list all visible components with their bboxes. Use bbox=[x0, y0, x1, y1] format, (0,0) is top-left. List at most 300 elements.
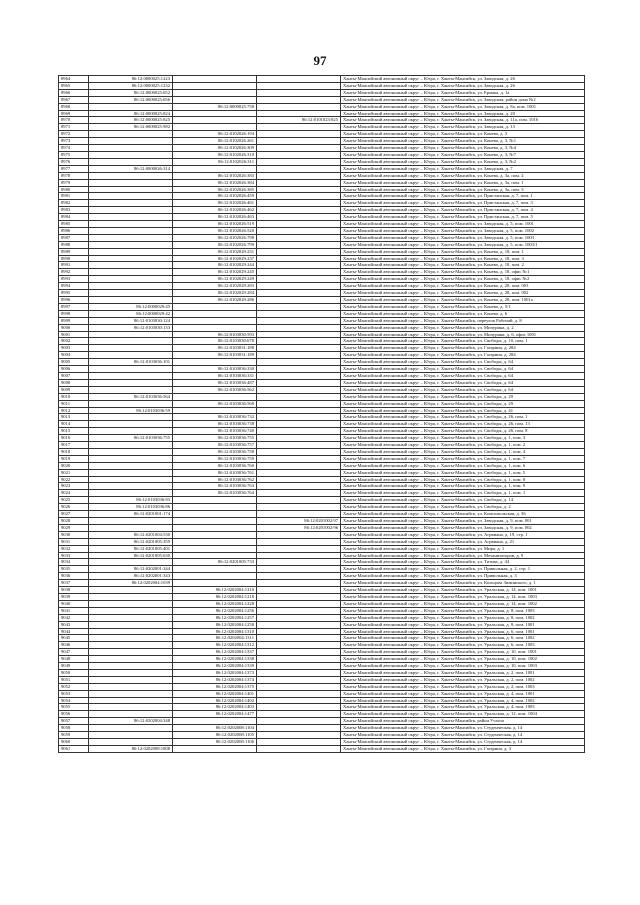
cadastral-number-3-cell bbox=[257, 221, 341, 228]
address-cell: Ханты-Мансийский автономный округ – Югра, г. Ханты-Мансийск, ул. Заводская, д. 5, пом. 1003 bbox=[341, 234, 585, 241]
row-number-cell: 8985 bbox=[59, 221, 89, 228]
cadastral-number-3-cell bbox=[257, 200, 341, 207]
row-number-cell: 9037 bbox=[59, 580, 89, 587]
cadastral-number-cell bbox=[89, 656, 173, 663]
cadastral-number-3-cell bbox=[257, 462, 341, 469]
row-number-cell: 9055 bbox=[59, 704, 89, 711]
row-number-cell: 8995 bbox=[59, 290, 89, 297]
cadastral-number-3-cell bbox=[257, 145, 341, 152]
row-number-cell: 9003 bbox=[59, 345, 89, 352]
cadastral-number-2-cell bbox=[173, 538, 257, 545]
cadastral-number-2-cell: 86:12:0202004:1256 bbox=[173, 607, 257, 614]
cadastral-number-cell bbox=[89, 145, 173, 152]
row-number-cell: 9010 bbox=[59, 393, 89, 400]
row-number-cell: 8972 bbox=[59, 131, 89, 138]
cadastral-number-2-cell: 86:12:0202004:1218 bbox=[173, 593, 257, 600]
address-cell: Ханты-Мансийский автономный округ – Югра, г. Ханты-Мансийск, ул. Ермака, д. 1а bbox=[341, 89, 585, 96]
cadastral-number-2-cell: 86:12:0102026:459 bbox=[173, 193, 257, 200]
cadastral-number-2-cell: 86:12:0202008:1104 bbox=[173, 725, 257, 732]
table-row bbox=[59, 89, 585, 96]
cadastral-number-2-cell: 86:12:0103036:487 bbox=[173, 379, 257, 386]
row-number-cell: 9050 bbox=[59, 669, 89, 676]
cadastral-number-cell bbox=[89, 207, 173, 214]
address-cell: Ханты-Мансийский автономный округ – Югра, г. Ханты-Мансийск, ул. Мира, д. 1 bbox=[341, 545, 585, 552]
cadastral-number-2-cell: 86:12:0202004:1477 bbox=[173, 711, 257, 718]
cadastral-number-3-cell bbox=[257, 573, 341, 580]
cadastral-number-3-cell bbox=[257, 455, 341, 462]
table-row bbox=[59, 711, 585, 718]
cadastral-number-2-cell: 86:12:0103036:331 bbox=[173, 372, 257, 379]
address-cell: Ханты-Мансийский автономный округ – Югра, г. Ханты-Мансийск, ул. Заводская, д. 13 bbox=[341, 124, 585, 131]
address-cell: Ханты-Мансийский автономный округ – Югра, г. Ханты-Мансийск, ул. Конева, д. 18, офис №1 bbox=[341, 269, 585, 276]
cadastral-number-3-cell bbox=[257, 690, 341, 697]
row-number-cell: 9004 bbox=[59, 352, 89, 359]
cadastral-number-3-cell bbox=[257, 338, 341, 345]
cadastral-number-2-cell bbox=[173, 82, 257, 89]
address-cell: Ханты-Мансийский автономный округ – Югра, г. Ханты-Мансийск, ул. Свободы, д. 29 bbox=[341, 393, 585, 400]
address-cell: Ханты-Мансийский автономный округ – Югра, г. Ханты-Мансийск, ул. Свободы, д. 1, пом. 9 bbox=[341, 483, 585, 490]
cadastral-number-cell: 86:12:0202004:348 bbox=[89, 718, 173, 725]
address-cell: Ханты-Мансийский автономный округ – Югра, г. Ханты-Мансийск, ул. Конева, д. 3, №2 bbox=[341, 158, 585, 165]
cadastral-number-2-cell: 86:12:0103036:732 bbox=[173, 414, 257, 421]
table-row bbox=[59, 151, 585, 158]
cadastral-number-2-cell: 86:12:0103031:188 bbox=[173, 345, 257, 352]
cadastral-number-2-cell: 86:12:0102026:385 bbox=[173, 186, 257, 193]
cadastral-number-cell bbox=[89, 158, 173, 165]
cadastral-number-cell bbox=[89, 448, 173, 455]
address-cell: Ханты-Мансийский автономный округ – Югра, г. Ханты-Мансийск, ул. Уральская, д. 2, пом. 1001 bbox=[341, 669, 585, 676]
row-number-cell: 8994 bbox=[59, 283, 89, 290]
address-cell: Ханты-Мансийский автономный округ – Югра, г. Ханты-Мансийск, ул. Конева, д. 18, пом. 2 bbox=[341, 262, 585, 269]
cadastral-number-3-cell bbox=[257, 290, 341, 297]
row-number-cell: 8996 bbox=[59, 297, 89, 304]
table-row bbox=[59, 158, 585, 165]
cadastral-number-cell: 86:12:0000025:1232 bbox=[89, 82, 173, 89]
table-row bbox=[59, 234, 585, 241]
cadastral-number-cell: 86:12:0103036:86 bbox=[89, 504, 173, 511]
cadastral-number-cell bbox=[89, 607, 173, 614]
cadastral-number-2-cell bbox=[173, 504, 257, 511]
row-number-cell: 9034 bbox=[59, 559, 89, 566]
table-row bbox=[59, 421, 585, 428]
row-number-cell: 8990 bbox=[59, 255, 89, 262]
cadastral-number-3-cell bbox=[257, 552, 341, 559]
cadastral-number-2-cell: 86:12:0102029:237 bbox=[173, 255, 257, 262]
address-cell: Ханты-Мансийский автономный округ – Югра, г. Ханты-Мансийск, ул. Конева, д. 3а, пом. 3 bbox=[341, 186, 585, 193]
cadastral-number-3-cell bbox=[257, 697, 341, 704]
cadastral-number-3-cell bbox=[257, 324, 341, 331]
row-number-cell: 9051 bbox=[59, 676, 89, 683]
table-row bbox=[59, 518, 585, 525]
table-row bbox=[59, 428, 585, 435]
cadastral-number-cell: 86:12:0000025:824 bbox=[89, 110, 173, 117]
cadastral-number-3-cell bbox=[257, 580, 341, 587]
cadastral-number-cell bbox=[89, 241, 173, 248]
address-cell: Ханты-Мансийский автономный округ – Югра, г. Ханты-Мансийск, ул. Конева, д. 3а, пом. 1 bbox=[341, 179, 585, 186]
cadastral-number-cell bbox=[89, 234, 173, 241]
row-number-cell: 9014 bbox=[59, 421, 89, 428]
cadastral-number-3-cell bbox=[257, 497, 341, 504]
cadastral-number-3-cell bbox=[257, 179, 341, 186]
table-row bbox=[59, 124, 585, 131]
address-cell: Ханты-Мансийский автономный округ – Югра, г. Ханты-Мансийск, ул. Конева, д. 28, пом. 1001а bbox=[341, 297, 585, 304]
row-number-cell: 9022 bbox=[59, 476, 89, 483]
cadastral-number-2-cell: 86:12:0103031:189 bbox=[173, 352, 257, 359]
cadastral-number-3-cell bbox=[257, 725, 341, 732]
address-cell: Ханты-Мансийский автономный округ – Югра, г. Ханты-Мансийск, ул. Конева, д. 3, №7 bbox=[341, 151, 585, 158]
cadastral-number-cell bbox=[89, 414, 173, 421]
row-number-cell: 9058 bbox=[59, 725, 89, 732]
row-number-cell: 8979 bbox=[59, 179, 89, 186]
address-cell: Ханты-Мансийский автономный округ – Югра, г. Ханты-Мансийск, ул. Пристанская, д. 7, пом. 1 bbox=[341, 193, 585, 200]
cadastral-number-3-cell bbox=[257, 483, 341, 490]
cadastral-number-2-cell bbox=[173, 110, 257, 117]
address-cell: Ханты-Мансийский автономный округ – Югра, г. Ханты-Мансийск, ул. Титова, д. 44 bbox=[341, 559, 585, 566]
address-cell: Ханты-Мансийский автономный округ – Югра, г. Ханты-Мансийск, ул. Кольцова Зиминского, д. 1 bbox=[341, 580, 585, 587]
table-row bbox=[59, 179, 585, 186]
cadastral-number-cell bbox=[89, 462, 173, 469]
cadastral-number-3-cell bbox=[257, 656, 341, 663]
cadastral-number-cell: 86:12:0201005:401 bbox=[89, 545, 173, 552]
table-row bbox=[59, 193, 585, 200]
row-number-cell: 9054 bbox=[59, 697, 89, 704]
address-cell: Ханты-Мансийский автономный округ – Югра, г. Ханты-Мансийск, ул. Конева, д. 28, пом. 002 bbox=[341, 290, 585, 297]
cadastral-number-2-cell: 86:12:0202008:1105 bbox=[173, 732, 257, 739]
table-row bbox=[59, 545, 585, 552]
table-row bbox=[59, 587, 585, 594]
address-cell: Ханты-Мансийский автономный округ – Югра, г. Ханты-Мансийск, ул. Заводская, д. 9, пом. 001 bbox=[341, 518, 585, 525]
cadastral-number-cell bbox=[89, 366, 173, 373]
table-row bbox=[59, 462, 585, 469]
cadastral-number-cell bbox=[89, 614, 173, 621]
cadastral-number-3-cell bbox=[257, 490, 341, 497]
cadastral-number-3-cell bbox=[257, 248, 341, 255]
table-row bbox=[59, 400, 585, 407]
cadastral-number-2-cell: 86:12:0103036:738 bbox=[173, 421, 257, 428]
address-cell: Ханты-Мансийский автономный округ – Югра, г. Ханты-Мансийск, ул. Привольная, д. 2, стр. 1 bbox=[341, 566, 585, 573]
table-row bbox=[59, 511, 585, 518]
cadastral-number-cell: 86:12:0103036:59 bbox=[89, 407, 173, 414]
cadastral-number-2-cell: 86:12:0102029:245 bbox=[173, 269, 257, 276]
cadastral-number-3-cell bbox=[257, 297, 341, 304]
cadastral-number-3-cell bbox=[257, 124, 341, 131]
row-number-cell: 9031 bbox=[59, 538, 89, 545]
cadastral-number-cell bbox=[89, 642, 173, 649]
cadastral-number-2-cell: 86:12:0201005:733 bbox=[173, 559, 257, 566]
cadastral-number-2-cell: 86:12:0102029:284 bbox=[173, 290, 257, 297]
address-cell: Ханты-Мансийский автономный округ – Югра, г. Ханты-Мансийск, ул. Свободы, д. 1, пом. 2 bbox=[341, 442, 585, 449]
table-row bbox=[59, 635, 585, 642]
row-number-cell: 9038 bbox=[59, 587, 89, 594]
table-row bbox=[59, 393, 585, 400]
cadastral-number-2-cell bbox=[173, 165, 257, 172]
row-number-cell: 9048 bbox=[59, 656, 89, 663]
row-number-cell: 8983 bbox=[59, 207, 89, 214]
row-number-cell: 8989 bbox=[59, 248, 89, 255]
address-cell: Ханты-Мансийский автономный округ – Югра, г. Ханты-Мансийск, ул. Студенческая, д. 14 bbox=[341, 732, 585, 739]
table-row bbox=[59, 614, 585, 621]
cadastral-number-3-cell bbox=[257, 448, 341, 455]
table-row bbox=[59, 573, 585, 580]
cadastral-number-2-cell: 86:12:0202004:1402 bbox=[173, 697, 257, 704]
cadastral-number-3-cell bbox=[257, 732, 341, 739]
table-row bbox=[59, 414, 585, 421]
row-number-cell: 9028 bbox=[59, 518, 89, 525]
cadastral-number-3-cell bbox=[257, 331, 341, 338]
cadastral-number-2-cell bbox=[173, 96, 257, 103]
cadastral-number-2-cell bbox=[173, 718, 257, 725]
cadastral-number-3-cell bbox=[257, 207, 341, 214]
address-cell: Ханты-Мансийский автономный округ – Югра, г. Ханты-Мансийск, ул. Заводская, д. 26 bbox=[341, 82, 585, 89]
cadastral-number-3-cell bbox=[257, 428, 341, 435]
table-row bbox=[59, 469, 585, 476]
cadastral-number-3-cell bbox=[257, 262, 341, 269]
cadastral-number-3-cell bbox=[257, 89, 341, 96]
cadastral-number-3-cell bbox=[257, 110, 341, 117]
address-cell: Ханты-Мансийский автономный округ – Югра, г. Ханты-Мансийск, ул. Уральская, д. 10, пом. 1003 bbox=[341, 663, 585, 670]
cadastral-number-2-cell bbox=[173, 303, 257, 310]
cadastral-number-cell bbox=[89, 593, 173, 600]
cadastral-number-cell bbox=[89, 297, 173, 304]
table-row bbox=[59, 621, 585, 628]
cadastral-number-2-cell bbox=[173, 552, 257, 559]
cadastral-number-3-cell bbox=[257, 504, 341, 511]
cadastral-number-cell bbox=[89, 276, 173, 283]
cadastral-number-cell: 86:12:0202001:343 bbox=[89, 573, 173, 580]
cadastral-number-cell bbox=[89, 732, 173, 739]
cadastral-number-2-cell: 86:12:0202008:1106 bbox=[173, 739, 257, 746]
cadastral-number-cell bbox=[89, 386, 173, 393]
cadastral-number-3-cell bbox=[257, 614, 341, 621]
address-cell: Ханты-Мансийский автономный округ – Югра, г. Ханты-Мансийск, ул. Пристанская, д. 7, пом. 4 bbox=[341, 207, 585, 214]
table-row bbox=[59, 683, 585, 690]
cadastral-number-3-cell bbox=[257, 386, 341, 393]
cadastral-number-2-cell: 86:12:0102026:463 bbox=[173, 214, 257, 221]
cadastral-number-cell: 86:12:0103036:83 bbox=[89, 497, 173, 504]
cadastral-number-2-cell bbox=[173, 359, 257, 366]
cadastral-number-cell: 86:12:0103030:133 bbox=[89, 324, 173, 331]
row-number-cell: 8998 bbox=[59, 310, 89, 317]
row-number-cell: 9045 bbox=[59, 635, 89, 642]
address-cell: Ханты-Мансийский автономный округ – Югра, г. Ханты-Мансийск, ул. Свободы, д. 26, пом. 8 bbox=[341, 428, 585, 435]
cadastral-number-2-cell: 86:12:0102029:231 bbox=[173, 248, 257, 255]
row-number-cell: 9018 bbox=[59, 448, 89, 455]
address-cell: Ханты-Мансийский автономный округ – Югра, г. Ханты-Мансийск, ул. Конева, д. 28, пом. 003 bbox=[341, 283, 585, 290]
address-cell: Ханты-Мансийский автономный округ – Югра, г. Ханты-Мансийск, ул. Заводская, д. 11а, пом. 1016 bbox=[341, 117, 585, 124]
table-row bbox=[59, 718, 585, 725]
address-cell: Ханты-Мансийский автономный округ – Югра, г. Ханты-Мансийск, ул. Уральская, д. 12, пом. 1004 bbox=[341, 711, 585, 718]
table-row bbox=[59, 366, 585, 373]
cadastral-number-cell bbox=[89, 635, 173, 642]
cadastral-number-3-cell bbox=[257, 739, 341, 746]
cadastral-number-2-cell: 86:12:0202004:1338 bbox=[173, 656, 257, 663]
cadastral-number-3-cell bbox=[257, 704, 341, 711]
cadastral-number-2-cell: 86:12:0202004:1374 bbox=[173, 676, 257, 683]
address-cell: Ханты-Мансийский автономный округ – Югра, г. Ханты-Мансийск, ул. Гагарина, д. 3 bbox=[341, 745, 585, 752]
row-number-cell: 9046 bbox=[59, 642, 89, 649]
cadastral-number-cell bbox=[89, 103, 173, 110]
cadastral-number-cell: 86:12:0103036:755 bbox=[89, 435, 173, 442]
table-row bbox=[59, 566, 585, 573]
cadastral-number-cell: 86:12:0202001:344 bbox=[89, 566, 173, 573]
row-number-cell: 8980 bbox=[59, 186, 89, 193]
row-number-cell: 9000 bbox=[59, 324, 89, 331]
row-number-cell: 9012 bbox=[59, 407, 89, 414]
cadastral-number-3-cell bbox=[257, 600, 341, 607]
register-table-body bbox=[59, 76, 585, 753]
row-number-cell: 8974 bbox=[59, 145, 89, 152]
cadastral-number-3-cell bbox=[257, 711, 341, 718]
cadastral-number-2-cell: 86:12:0102026:461 bbox=[173, 200, 257, 207]
cadastral-number-3-cell bbox=[257, 407, 341, 414]
cadastral-number-2-cell: 86:12:0102026:309 bbox=[173, 145, 257, 152]
row-number-cell: 9052 bbox=[59, 683, 89, 690]
cadastral-number-2-cell: 86:12:0102029:244 bbox=[173, 262, 257, 269]
cadastral-number-2-cell: 86:12:0202004:1228 bbox=[173, 600, 257, 607]
table-row bbox=[59, 476, 585, 483]
cadastral-number-2-cell: 86:12:0103036:760 bbox=[173, 462, 257, 469]
row-number-cell: 9013 bbox=[59, 414, 89, 421]
table-row bbox=[59, 483, 585, 490]
cadastral-number-cell bbox=[89, 248, 173, 255]
address-cell: Ханты-Мансийский автономный округ – Югра, г. Ханты-Мансийск, ул. Свободы, д. 1, пом. 3 bbox=[341, 435, 585, 442]
cadastral-number-3-cell bbox=[257, 566, 341, 573]
table-row bbox=[59, 324, 585, 331]
cadastral-number-3-cell bbox=[257, 442, 341, 449]
address-cell: Ханты-Мансийский автономный округ – Югра, г. Ханты-Мансийск, ул. Свободы, д. 64 bbox=[341, 359, 585, 366]
cadastral-number-3-cell bbox=[257, 635, 341, 642]
cadastral-number-cell bbox=[89, 151, 173, 158]
cadastral-number-2-cell bbox=[173, 545, 257, 552]
table-row bbox=[59, 352, 585, 359]
row-number-cell: 8991 bbox=[59, 262, 89, 269]
table-row bbox=[59, 138, 585, 145]
address-cell: Ханты-Мансийский автономный округ – Югра, г. Ханты-Мансийск, ул. Уральская, д. 6, пом. 1001 bbox=[341, 628, 585, 635]
table-row bbox=[59, 131, 585, 138]
table-row bbox=[59, 745, 585, 752]
cadastral-number-2-cell: 86:12:0103036:568 bbox=[173, 400, 257, 407]
row-number-cell: 9024 bbox=[59, 490, 89, 497]
address-cell: Ханты-Мансийский автономный округ – Югра, г. Ханты-Мансийск, ул. Уральская, д. 4, пом. 1001 bbox=[341, 690, 585, 697]
cadastral-number-cell: 86:12:0201001:174 bbox=[89, 511, 173, 518]
address-cell: Ханты-Мансийский автономный округ – Югра, г. Ханты-Мансийск, ул. Уральская, д. 2, пом. 1003 bbox=[341, 683, 585, 690]
cadastral-number-cell bbox=[89, 138, 173, 145]
table-row bbox=[59, 580, 585, 587]
cadastral-number-2-cell: 86:12:0103036:757 bbox=[173, 442, 257, 449]
address-cell: Ханты-Мансийский автономный округ – Югра, г. Ханты-Мансийск, ул. Конева, д. 5/1 bbox=[341, 303, 585, 310]
address-cell: Ханты-Мансийский автономный округ – Югра, г. Ханты-Мансийск, ул. Агрвиана, д. 21 bbox=[341, 538, 585, 545]
table-row bbox=[59, 559, 585, 566]
row-number-cell: 9005 bbox=[59, 359, 89, 366]
table-row bbox=[59, 262, 585, 269]
address-cell: Ханты-Мансийский автономный округ – Югра, г. Ханты-Мансийск, ул. Уральская, д. 8, пом. 1002 bbox=[341, 614, 585, 621]
cadastral-number-cell bbox=[89, 559, 173, 566]
cadastral-number-cell bbox=[89, 725, 173, 732]
address-cell: Ханты-Мансийский автономный округ – Югра, г. Ханты-Мансийск, ул. Конева, д. 18, офис №2 bbox=[341, 276, 585, 283]
cadastral-number-3-cell bbox=[257, 379, 341, 386]
cadastral-number-cell bbox=[89, 269, 173, 276]
cadastral-number-2-cell bbox=[173, 89, 257, 96]
address-cell: Ханты-Мансийский автономный округ – Югра, г. Ханты-Мансийск, ул. Гагарина, д. 284 bbox=[341, 345, 585, 352]
table-row bbox=[59, 739, 585, 746]
cadastral-number-cell bbox=[89, 628, 173, 635]
address-cell: Ханты-Мансийский автономный округ – Югра, г. Ханты-Мансийск, ул. Свободы, д. 64 bbox=[341, 366, 585, 373]
table-row bbox=[59, 690, 585, 697]
cadastral-number-3-cell bbox=[257, 435, 341, 442]
address-cell: Ханты-Мансийский автономный округ – Югра, г. Ханты-Мансийск, ул. Свободы, д. 26, пом. 13 bbox=[341, 421, 585, 428]
cadastral-number-cell bbox=[89, 290, 173, 297]
row-number-cell: 9060 bbox=[59, 739, 89, 746]
cadastral-number-cell bbox=[89, 193, 173, 200]
cadastral-number-2-cell: 86:12:0102026:799 bbox=[173, 241, 257, 248]
address-cell: Ханты-Мансийский автономный округ – Югра, г. Ханты-Мансийск, ул. Свободы, д. 1, пом. 7 bbox=[341, 455, 585, 462]
row-number-cell: 9007 bbox=[59, 372, 89, 379]
cadastral-number-3-cell bbox=[257, 255, 341, 262]
cadastral-number-cell: 86:12:0103036:564 bbox=[89, 393, 173, 400]
row-number-cell: 9030 bbox=[59, 531, 89, 538]
cadastral-number-3-cell bbox=[257, 421, 341, 428]
address-cell: Ханты-Мансийский автономный округ – Югра, г. Ханты-Мансийск, ул. Мичурина, д. 6, офис 1001 bbox=[341, 331, 585, 338]
cadastral-number-2-cell bbox=[173, 317, 257, 324]
table-row bbox=[59, 642, 585, 649]
row-number-cell: 9053 bbox=[59, 690, 89, 697]
address-cell: Ханты-Мансийский автономный округ – Югра, г. Ханты-Мансийск, ул. Заводская, д. 5, пом. 1003/1 bbox=[341, 241, 585, 248]
page-number: 97 bbox=[313, 53, 327, 68]
cadastral-number-3-cell bbox=[257, 96, 341, 103]
cadastral-number-3-cell: 86:12:0201002:97 bbox=[257, 518, 341, 525]
table-row bbox=[59, 290, 585, 297]
table-row bbox=[59, 82, 585, 89]
address-cell: Ханты-Мансийский автономный округ – Югра, г. Ханты-Мансийск, ул. Конева, д. 18, пом. 1 bbox=[341, 248, 585, 255]
cadastral-number-2-cell: 86:12:0102026:384 bbox=[173, 179, 257, 186]
cadastral-number-2-cell bbox=[173, 393, 257, 400]
table-row bbox=[59, 593, 585, 600]
cadastral-number-3-cell bbox=[257, 283, 341, 290]
cadastral-number-cell bbox=[89, 518, 173, 525]
cadastral-number-3-cell bbox=[257, 718, 341, 725]
row-number-cell: 9035 bbox=[59, 566, 89, 573]
table-row bbox=[59, 338, 585, 345]
cadastral-number-2-cell: 86:12:0202004:1401 bbox=[173, 690, 257, 697]
table-row bbox=[59, 221, 585, 228]
row-number-cell: 8997 bbox=[59, 303, 89, 310]
row-number-cell: 9023 bbox=[59, 483, 89, 490]
table-row bbox=[59, 103, 585, 110]
table-row bbox=[59, 276, 585, 283]
cadastral-number-2-cell: 86:12:0102029:286 bbox=[173, 297, 257, 304]
table-row bbox=[59, 303, 585, 310]
cadastral-number-cell: 86:12:0000025:1223 bbox=[89, 76, 173, 83]
cadastral-number-2-cell: 86:12:0102026:383 bbox=[173, 172, 257, 179]
cadastral-number-cell bbox=[89, 704, 173, 711]
cadastral-number-3-cell bbox=[257, 511, 341, 518]
cadastral-number-3-cell bbox=[257, 227, 341, 234]
cadastral-number-2-cell: 86:12:0103036:562 bbox=[173, 386, 257, 393]
cadastral-number-3-cell bbox=[257, 663, 341, 670]
row-number-cell: 8978 bbox=[59, 172, 89, 179]
row-number-cell: 8981 bbox=[59, 193, 89, 200]
table-row bbox=[59, 359, 585, 366]
cadastral-number-cell bbox=[89, 455, 173, 462]
cadastral-number-2-cell: 86:12:0102029:283 bbox=[173, 283, 257, 290]
cadastral-number-cell: 86:12:0000029:45 bbox=[89, 303, 173, 310]
address-cell: Ханты-Мансийский автономный округ – Югра, г. Ханты-Мансийск, ул. Свободы, д. 64 bbox=[341, 386, 585, 393]
table-row bbox=[59, 656, 585, 663]
table-row bbox=[59, 628, 585, 635]
cadastral-number-2-cell: 86:12:0103036:764 bbox=[173, 490, 257, 497]
row-number-cell: 8967 bbox=[59, 96, 89, 103]
cadastral-number-cell bbox=[89, 697, 173, 704]
